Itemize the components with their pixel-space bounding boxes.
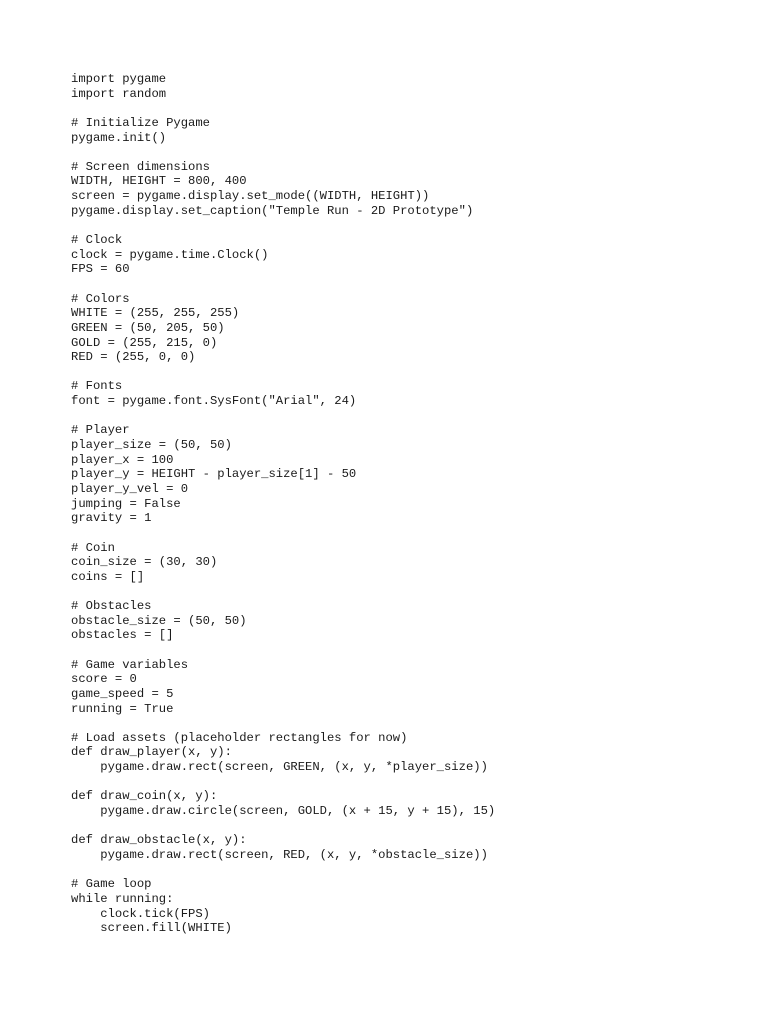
code-line: # Screen dimensions: [71, 159, 210, 174]
code-line: FPS = 60: [71, 262, 130, 277]
code-line: WIDTH, HEIGHT = 800, 400: [71, 174, 247, 189]
code-line: # Obstacles: [71, 599, 152, 614]
code-line: [71, 409, 495, 424]
code-line: screen = pygame.display.set_mode((WIDTH, HEIGHT)): [71, 189, 430, 204]
code-line: # Player: [71, 423, 130, 438]
code-line: [71, 101, 495, 116]
code-line: [71, 716, 495, 731]
code-line: WHITE = (255, 255, 255): [71, 306, 240, 321]
code-line: screen.fill(WHITE): [71, 921, 232, 936]
code-line: # Game loop: [71, 877, 152, 892]
code-line: # Load assets (placeholder rectangles for now): [71, 730, 408, 745]
code-line: import random: [71, 86, 167, 101]
code-line: [71, 643, 495, 658]
code-line: font = pygame.font.SysFont("Arial", 24): [71, 394, 357, 409]
code-line: [71, 218, 495, 233]
code-line: obstacles = []: [71, 628, 174, 643]
code-line: GOLD = (255, 215, 0): [71, 335, 218, 350]
code-line: pygame.draw.rect(screen, RED, (x, y, *obstacle_size)): [71, 847, 488, 862]
code-line: [71, 584, 495, 599]
code-line: # Clock: [71, 233, 123, 248]
code-line: player_x = 100: [71, 452, 174, 467]
code-line: jumping = False: [71, 496, 181, 511]
code-line: coin_size = (30, 30): [71, 555, 218, 570]
code-line: # Fonts: [71, 379, 123, 394]
code-line: [71, 145, 495, 160]
code-line: [71, 775, 495, 790]
code-line: def draw_coin(x, y):: [71, 789, 218, 804]
code-line: gravity = 1: [71, 511, 152, 526]
code-line: # Colors: [71, 291, 130, 306]
code-listing: [71, 72, 495, 936]
code-line: # Initialize Pygame: [71, 115, 210, 130]
code-line: GREEN = (50, 205, 50): [71, 320, 225, 335]
code-line: game_speed = 5: [71, 686, 174, 701]
code-line: [71, 365, 495, 380]
code-line: def draw_obstacle(x, y):: [71, 833, 247, 848]
code-line: [71, 819, 495, 834]
code-line: score = 0: [71, 672, 137, 687]
code-line: coins = []: [71, 569, 145, 584]
code-line: pygame.draw.circle(screen, GOLD, (x + 15, y + 15), 15): [71, 804, 496, 819]
code-line: pygame.display.set_caption("Temple Run - 2D Prototype"): [71, 203, 474, 218]
code-line: while running:: [71, 891, 174, 906]
code-line: clock = pygame.time.Clock(): [71, 247, 269, 262]
code-line: # Coin: [71, 540, 115, 555]
code-line: [71, 526, 495, 541]
code-line: import pygame: [71, 72, 167, 86]
code-line: def draw_player(x, y):: [71, 745, 232, 760]
code-line: RED = (255, 0, 0): [71, 350, 196, 365]
code-line: obstacle_size = (50, 50): [71, 613, 247, 628]
code-line: pygame.draw.rect(screen, GREEN, (x, y, *player_size)): [71, 760, 488, 775]
code-line: running = True: [71, 701, 174, 716]
code-line: player_y_vel = 0: [71, 481, 189, 496]
code-line: pygame.init(): [71, 130, 167, 145]
code-line: # Game variables: [71, 657, 189, 672]
code-line: player_y = HEIGHT - player_size[1] - 50: [71, 467, 357, 482]
code-line: clock.tick(FPS): [71, 906, 210, 921]
code-line: [71, 277, 495, 292]
code-line: player_size = (50, 50): [71, 438, 232, 453]
code-line: [71, 863, 495, 878]
